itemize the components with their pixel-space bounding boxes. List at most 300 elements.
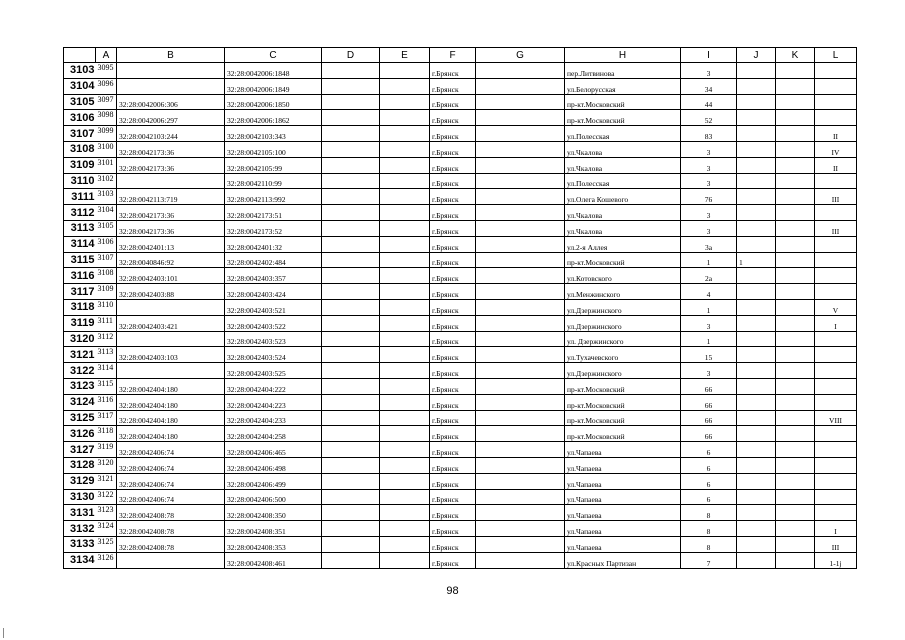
cell-l[interactable]	[815, 94, 857, 110]
cell-i[interactable]: 6	[681, 457, 737, 473]
cell-l[interactable]	[815, 473, 857, 489]
cell-g[interactable]	[476, 505, 565, 521]
cell-d[interactable]	[322, 521, 380, 537]
cell-k[interactable]	[776, 126, 815, 142]
cell-h[interactable]: пр-кт.Московский	[565, 94, 681, 110]
cell-c[interactable]: 32:28:0042103:343	[225, 126, 322, 142]
cell-c[interactable]: 32:28:0042113:992	[225, 189, 322, 205]
cell-l[interactable]	[815, 252, 857, 268]
column-header-g[interactable]: G	[476, 48, 565, 63]
cell-i[interactable]: 83	[681, 126, 737, 142]
cell-e[interactable]	[380, 394, 430, 410]
cell-g[interactable]	[476, 252, 565, 268]
row-number[interactable]: 3105	[64, 94, 96, 110]
cell-h[interactable]: ул.Чапаева	[565, 505, 681, 521]
cell-e[interactable]	[380, 205, 430, 221]
cell-b[interactable]: 32:28:0042406:74	[117, 442, 225, 458]
cell-a[interactable]: 3123	[96, 505, 117, 521]
cell-d[interactable]	[322, 268, 380, 284]
cell-l[interactable]: V	[815, 299, 857, 315]
row-number[interactable]: 3106	[64, 110, 96, 126]
cell-c[interactable]: 32:28:0042408:461	[225, 552, 322, 568]
cell-l[interactable]	[815, 457, 857, 473]
cell-f[interactable]: г.Брянск	[430, 78, 476, 94]
cell-l[interactable]	[815, 442, 857, 458]
cell-a[interactable]: 3126	[96, 552, 117, 568]
cell-g[interactable]	[476, 378, 565, 394]
cell-c[interactable]: 32:28:0042006:1850	[225, 94, 322, 110]
cell-k[interactable]	[776, 489, 815, 505]
cell-a[interactable]: 3122	[96, 489, 117, 505]
cell-a[interactable]: 3101	[96, 157, 117, 173]
cell-h[interactable]: ул. Дзержинского	[565, 331, 681, 347]
cell-e[interactable]	[380, 473, 430, 489]
cell-c[interactable]: 32:28:0042110:99	[225, 173, 322, 189]
cell-b[interactable]	[117, 331, 225, 347]
cell-l[interactable]: II	[815, 157, 857, 173]
cell-j[interactable]	[737, 426, 776, 442]
cell-l[interactable]	[815, 173, 857, 189]
cell-d[interactable]	[322, 78, 380, 94]
cell-j[interactable]	[737, 268, 776, 284]
column-header-k[interactable]: K	[776, 48, 815, 63]
column-header-e[interactable]: E	[380, 48, 430, 63]
cell-e[interactable]	[380, 252, 430, 268]
cell-a[interactable]: 3112	[96, 331, 117, 347]
cell-h[interactable]: ул.Чапаева	[565, 473, 681, 489]
cell-i[interactable]: 3	[681, 363, 737, 379]
cell-f[interactable]: г.Брянск	[430, 552, 476, 568]
cell-h[interactable]: ул.Чкалова	[565, 141, 681, 157]
cell-l[interactable]: III	[815, 220, 857, 236]
cell-h[interactable]: ул.Чапаева	[565, 457, 681, 473]
cell-e[interactable]	[380, 410, 430, 426]
cell-b[interactable]: 32:28:0042401:13	[117, 236, 225, 252]
cell-g[interactable]	[476, 410, 565, 426]
cell-h[interactable]: ул.Дзержинского	[565, 315, 681, 331]
cell-d[interactable]	[322, 536, 380, 552]
cell-c[interactable]: 32:28:0042105:99	[225, 157, 322, 173]
cell-l[interactable]	[815, 284, 857, 300]
cell-g[interactable]	[476, 157, 565, 173]
cell-e[interactable]	[380, 220, 430, 236]
cell-i[interactable]: 76	[681, 189, 737, 205]
cell-d[interactable]	[322, 205, 380, 221]
cell-d[interactable]	[322, 189, 380, 205]
cell-b[interactable]: 32:28:0042113:719	[117, 189, 225, 205]
column-header-l[interactable]: L	[815, 48, 857, 63]
cell-i[interactable]: 34	[681, 78, 737, 94]
cell-e[interactable]	[380, 126, 430, 142]
cell-g[interactable]	[476, 347, 565, 363]
row-number[interactable]: 3118	[64, 299, 96, 315]
cell-i[interactable]: 3	[681, 205, 737, 221]
row-number[interactable]: 3131	[64, 505, 96, 521]
cell-l[interactable]: III	[815, 536, 857, 552]
cell-k[interactable]	[776, 299, 815, 315]
row-number[interactable]: 3108	[64, 141, 96, 157]
cell-a[interactable]: 3105	[96, 220, 117, 236]
cell-k[interactable]	[776, 426, 815, 442]
cell-e[interactable]	[380, 536, 430, 552]
cell-c[interactable]: 32:28:0042006:1862	[225, 110, 322, 126]
row-number[interactable]: 3107	[64, 126, 96, 142]
cell-f[interactable]: г.Брянск	[430, 252, 476, 268]
cell-c[interactable]: 32:28:0042403:522	[225, 315, 322, 331]
cell-h[interactable]: ул.Полесская	[565, 126, 681, 142]
cell-d[interactable]	[322, 94, 380, 110]
row-number[interactable]: 3134	[64, 552, 96, 568]
cell-b[interactable]: 32:28:0042403:103	[117, 347, 225, 363]
cell-e[interactable]	[380, 173, 430, 189]
cell-c[interactable]: 32:28:0042406:498	[225, 457, 322, 473]
cell-l[interactable]	[815, 347, 857, 363]
cell-i[interactable]: 3	[681, 220, 737, 236]
cell-b[interactable]	[117, 78, 225, 94]
cell-c[interactable]: 32:28:0042404:222	[225, 378, 322, 394]
row-number[interactable]: 3116	[64, 268, 96, 284]
cell-h[interactable]: пр-кт.Московский	[565, 426, 681, 442]
cell-i[interactable]: 66	[681, 394, 737, 410]
cell-j[interactable]	[737, 489, 776, 505]
cell-j[interactable]	[737, 473, 776, 489]
cell-f[interactable]: г.Брянск	[430, 220, 476, 236]
row-number[interactable]: 3125	[64, 410, 96, 426]
cell-c[interactable]: 32:28:0042105:100	[225, 141, 322, 157]
cell-a[interactable]: 3103	[96, 189, 117, 205]
cell-g[interactable]	[476, 220, 565, 236]
cell-f[interactable]: г.Брянск	[430, 410, 476, 426]
cell-d[interactable]	[322, 284, 380, 300]
cell-h[interactable]: ул.Чапаева	[565, 536, 681, 552]
row-number[interactable]: 3123	[64, 378, 96, 394]
cell-c[interactable]: 32:28:0042173:51	[225, 205, 322, 221]
cell-c[interactable]: 32:28:0042406:500	[225, 489, 322, 505]
cell-j[interactable]	[737, 378, 776, 394]
cell-h[interactable]: пр-кт.Московский	[565, 110, 681, 126]
cell-k[interactable]	[776, 63, 815, 79]
cell-e[interactable]	[380, 442, 430, 458]
cell-l[interactable]	[815, 78, 857, 94]
cell-g[interactable]	[476, 205, 565, 221]
cell-l[interactable]: III	[815, 189, 857, 205]
row-number[interactable]: 3117	[64, 284, 96, 300]
cell-h[interactable]: ул.Чкалова	[565, 157, 681, 173]
cell-j[interactable]	[737, 410, 776, 426]
cell-j[interactable]	[737, 78, 776, 94]
cell-a[interactable]: 3115	[96, 378, 117, 394]
cell-g[interactable]	[476, 536, 565, 552]
cell-a[interactable]: 3111	[96, 315, 117, 331]
cell-j[interactable]	[737, 173, 776, 189]
cell-k[interactable]	[776, 236, 815, 252]
cell-a[interactable]: 3100	[96, 141, 117, 157]
cell-l[interactable]	[815, 378, 857, 394]
cell-f[interactable]: г.Брянск	[430, 205, 476, 221]
cell-d[interactable]	[322, 363, 380, 379]
column-header-h[interactable]: H	[565, 48, 681, 63]
cell-k[interactable]	[776, 284, 815, 300]
cell-k[interactable]	[776, 252, 815, 268]
cell-l[interactable]: II	[815, 126, 857, 142]
cell-a[interactable]: 3102	[96, 173, 117, 189]
cell-g[interactable]	[476, 299, 565, 315]
cell-c[interactable]: 32:28:0042403:521	[225, 299, 322, 315]
cell-l[interactable]: IV	[815, 141, 857, 157]
cell-d[interactable]	[322, 173, 380, 189]
cell-f[interactable]: г.Брянск	[430, 331, 476, 347]
cell-g[interactable]	[476, 521, 565, 537]
cell-g[interactable]	[476, 363, 565, 379]
cell-f[interactable]: г.Брянск	[430, 299, 476, 315]
cell-g[interactable]	[476, 394, 565, 410]
cell-k[interactable]	[776, 457, 815, 473]
cell-c[interactable]: 32:28:0042402:484	[225, 252, 322, 268]
cell-d[interactable]	[322, 410, 380, 426]
cell-a[interactable]: 3125	[96, 536, 117, 552]
cell-h[interactable]: пр-кт.Московский	[565, 252, 681, 268]
cell-g[interactable]	[476, 63, 565, 79]
column-header-f[interactable]: F	[430, 48, 476, 63]
cell-h[interactable]: ул.Дзержинского	[565, 363, 681, 379]
cell-j[interactable]	[737, 236, 776, 252]
cell-d[interactable]	[322, 157, 380, 173]
cell-a[interactable]: 3117	[96, 410, 117, 426]
cell-e[interactable]	[380, 347, 430, 363]
cell-i[interactable]: 66	[681, 378, 737, 394]
cell-g[interactable]	[476, 236, 565, 252]
row-number[interactable]: 3132	[64, 521, 96, 537]
cell-c[interactable]: 32:28:0042406:465	[225, 442, 322, 458]
cell-i[interactable]: 6	[681, 489, 737, 505]
cell-j[interactable]	[737, 505, 776, 521]
cell-k[interactable]	[776, 378, 815, 394]
cell-j[interactable]	[737, 189, 776, 205]
cell-g[interactable]	[476, 78, 565, 94]
cell-h[interactable]: пр-кт.Московский	[565, 378, 681, 394]
row-number[interactable]: 3133	[64, 536, 96, 552]
cell-e[interactable]	[380, 521, 430, 537]
cell-f[interactable]: г.Брянск	[430, 347, 476, 363]
cell-i[interactable]: 2а	[681, 268, 737, 284]
cell-j[interactable]	[737, 141, 776, 157]
cell-c[interactable]: 32:28:0042408:351	[225, 521, 322, 537]
cell-d[interactable]	[322, 63, 380, 79]
row-number[interactable]: 3119	[64, 315, 96, 331]
cell-c[interactable]: 32:28:0042006:1848	[225, 63, 322, 79]
cell-h[interactable]: пр-кт.Московский	[565, 394, 681, 410]
cell-k[interactable]	[776, 173, 815, 189]
cell-g[interactable]	[476, 442, 565, 458]
row-number[interactable]: 3124	[64, 394, 96, 410]
cell-k[interactable]	[776, 410, 815, 426]
cell-j[interactable]	[737, 126, 776, 142]
cell-d[interactable]	[322, 505, 380, 521]
cell-f[interactable]: г.Брянск	[430, 363, 476, 379]
cell-g[interactable]	[476, 284, 565, 300]
cell-j[interactable]	[737, 315, 776, 331]
cell-f[interactable]: г.Брянск	[430, 268, 476, 284]
cell-d[interactable]	[322, 299, 380, 315]
cell-i[interactable]: 6	[681, 473, 737, 489]
column-header-c[interactable]: C	[225, 48, 322, 63]
cell-k[interactable]	[776, 505, 815, 521]
cell-i[interactable]: 44	[681, 94, 737, 110]
row-number[interactable]: 3121	[64, 347, 96, 363]
cell-d[interactable]	[322, 331, 380, 347]
cell-f[interactable]: г.Брянск	[430, 457, 476, 473]
cell-k[interactable]	[776, 347, 815, 363]
cell-b[interactable]: 32:28:0042406:74	[117, 457, 225, 473]
cell-f[interactable]: г.Брянск	[430, 505, 476, 521]
cell-i[interactable]: 3а	[681, 236, 737, 252]
cell-e[interactable]	[380, 426, 430, 442]
cell-d[interactable]	[322, 442, 380, 458]
cell-k[interactable]	[776, 94, 815, 110]
cell-c[interactable]: 32:28:0042403:525	[225, 363, 322, 379]
row-number[interactable]: 3112	[64, 205, 96, 221]
cell-g[interactable]	[476, 268, 565, 284]
cell-j[interactable]: 1	[737, 252, 776, 268]
cell-a[interactable]: 3099	[96, 126, 117, 142]
cell-j[interactable]	[737, 347, 776, 363]
cell-h[interactable]: ул.Полесская	[565, 173, 681, 189]
cell-f[interactable]: г.Брянск	[430, 536, 476, 552]
row-number[interactable]: 3114	[64, 236, 96, 252]
column-header-i[interactable]: I	[681, 48, 737, 63]
cell-e[interactable]	[380, 315, 430, 331]
column-header-b[interactable]: B	[117, 48, 225, 63]
cell-f[interactable]: г.Брянск	[430, 378, 476, 394]
cell-d[interactable]	[322, 552, 380, 568]
cell-k[interactable]	[776, 189, 815, 205]
cell-l[interactable]	[815, 505, 857, 521]
cell-f[interactable]: г.Брянск	[430, 521, 476, 537]
cell-g[interactable]	[476, 141, 565, 157]
cell-b[interactable]: 32:28:0042408:78	[117, 505, 225, 521]
cell-b[interactable]: 32:28:0042404:180	[117, 426, 225, 442]
cell-k[interactable]	[776, 473, 815, 489]
cell-l[interactable]: I	[815, 315, 857, 331]
cell-i[interactable]: 3	[681, 315, 737, 331]
cell-f[interactable]: г.Брянск	[430, 126, 476, 142]
cell-e[interactable]	[380, 141, 430, 157]
cell-a[interactable]: 3095	[96, 63, 117, 79]
cell-b[interactable]: 32:28:0042403:88	[117, 284, 225, 300]
cell-k[interactable]	[776, 394, 815, 410]
cell-i[interactable]: 8	[681, 505, 737, 521]
cell-g[interactable]	[476, 489, 565, 505]
cell-c[interactable]: 32:28:0042404:258	[225, 426, 322, 442]
cell-a[interactable]: 3116	[96, 394, 117, 410]
cell-b[interactable]	[117, 299, 225, 315]
cell-k[interactable]	[776, 552, 815, 568]
cell-a[interactable]: 3113	[96, 347, 117, 363]
cell-h[interactable]: ул.Тухачевского	[565, 347, 681, 363]
cell-c[interactable]: 32:28:0042403:357	[225, 268, 322, 284]
cell-d[interactable]	[322, 141, 380, 157]
cell-e[interactable]	[380, 268, 430, 284]
cell-d[interactable]	[322, 252, 380, 268]
cell-c[interactable]: 32:28:0042408:350	[225, 505, 322, 521]
cell-j[interactable]	[737, 220, 776, 236]
cell-g[interactable]	[476, 315, 565, 331]
cell-f[interactable]: г.Брянск	[430, 489, 476, 505]
cell-c[interactable]: 32:28:0042404:223	[225, 394, 322, 410]
row-number[interactable]: 3122	[64, 363, 96, 379]
cell-j[interactable]	[737, 63, 776, 79]
cell-c[interactable]: 32:28:0042406:499	[225, 473, 322, 489]
cell-h[interactable]: ул.Олега Кошевого	[565, 189, 681, 205]
cell-f[interactable]: г.Брянск	[430, 426, 476, 442]
cell-b[interactable]: 32:28:0042404:180	[117, 410, 225, 426]
cell-i[interactable]: 3	[681, 157, 737, 173]
cell-c[interactable]: 32:28:0042408:353	[225, 536, 322, 552]
cell-e[interactable]	[380, 189, 430, 205]
cell-l[interactable]: I	[815, 521, 857, 537]
cell-a[interactable]: 3114	[96, 363, 117, 379]
cell-k[interactable]	[776, 157, 815, 173]
cell-f[interactable]: г.Брянск	[430, 110, 476, 126]
cell-f[interactable]: г.Брянск	[430, 94, 476, 110]
cell-b[interactable]: 32:28:0042404:180	[117, 378, 225, 394]
cell-l[interactable]	[815, 63, 857, 79]
cell-e[interactable]	[380, 363, 430, 379]
cell-k[interactable]	[776, 141, 815, 157]
cell-b[interactable]: 32:28:0042408:78	[117, 521, 225, 537]
row-number[interactable]: 3127	[64, 442, 96, 458]
cell-a[interactable]: 3119	[96, 442, 117, 458]
cell-h[interactable]: ул.Менжинского	[565, 284, 681, 300]
cell-c[interactable]: 32:28:0042403:524	[225, 347, 322, 363]
cell-c[interactable]: 32:28:0042404:233	[225, 410, 322, 426]
cell-k[interactable]	[776, 536, 815, 552]
column-header-j[interactable]: J	[737, 48, 776, 63]
cell-a[interactable]: 3121	[96, 473, 117, 489]
cell-b[interactable]: 32:28:0042006:297	[117, 110, 225, 126]
row-number[interactable]: 3104	[64, 78, 96, 94]
cell-l[interactable]: 1-1j	[815, 552, 857, 568]
cell-j[interactable]	[737, 299, 776, 315]
row-number[interactable]: 3111	[64, 189, 96, 205]
cell-d[interactable]	[322, 426, 380, 442]
cell-a[interactable]: 3107	[96, 252, 117, 268]
cell-b[interactable]: 32:28:0042103:244	[117, 126, 225, 142]
cell-b[interactable]	[117, 552, 225, 568]
cell-e[interactable]	[380, 63, 430, 79]
cell-b[interactable]: 32:28:0042403:421	[117, 315, 225, 331]
cell-h[interactable]: пер.Литвинова	[565, 63, 681, 79]
cell-c[interactable]: 32:28:0042401:32	[225, 236, 322, 252]
column-header-d[interactable]: D	[322, 48, 380, 63]
cell-d[interactable]	[322, 315, 380, 331]
cell-e[interactable]	[380, 457, 430, 473]
cell-h[interactable]: ул.Красных Партизан	[565, 552, 681, 568]
cell-f[interactable]: г.Брянск	[430, 442, 476, 458]
cell-j[interactable]	[737, 110, 776, 126]
cell-e[interactable]	[380, 78, 430, 94]
cell-k[interactable]	[776, 442, 815, 458]
cell-c[interactable]: 32:28:0042403:424	[225, 284, 322, 300]
cell-b[interactable]: 32:28:0042173:36	[117, 205, 225, 221]
cell-i[interactable]: 1	[681, 299, 737, 315]
cell-k[interactable]	[776, 78, 815, 94]
cell-c[interactable]: 32:28:0042173:52	[225, 220, 322, 236]
cell-e[interactable]	[380, 331, 430, 347]
cell-k[interactable]	[776, 331, 815, 347]
cell-g[interactable]	[476, 331, 565, 347]
cell-i[interactable]: 3	[681, 141, 737, 157]
